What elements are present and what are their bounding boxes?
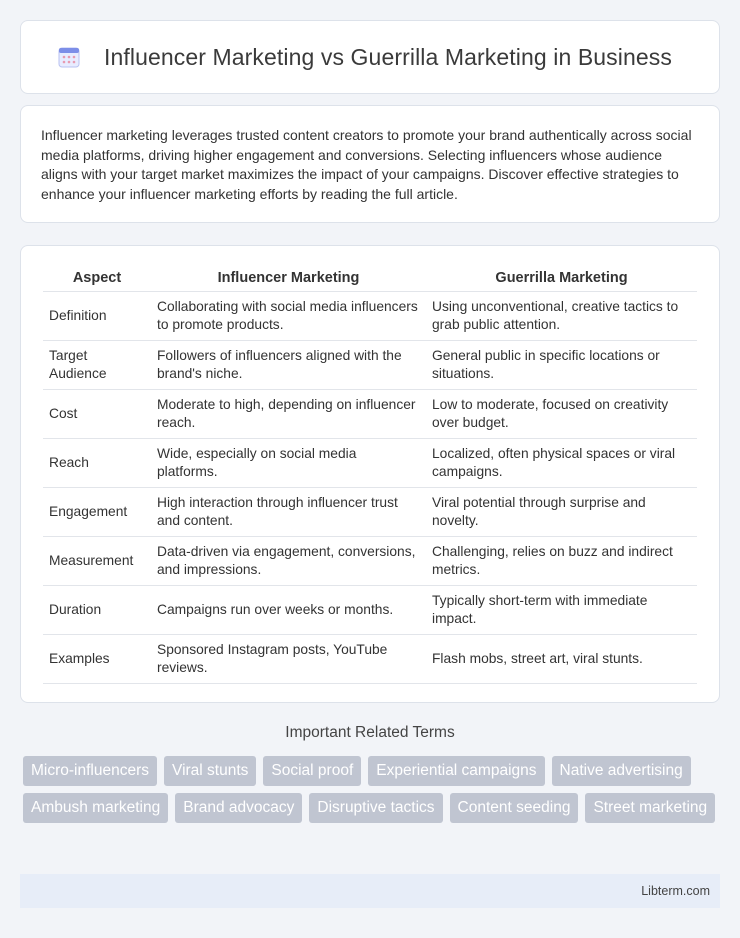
related-term-tag[interactable]: Native advertising (552, 756, 691, 786)
aspect-cell: Reach (43, 438, 151, 487)
related-terms-title: Important Related Terms (285, 724, 455, 741)
influencer-cell: Wide, especially on social media platforms. (151, 438, 426, 487)
aspect-cell: Engagement (43, 487, 151, 536)
guerrilla-cell: Viral potential through surprise and novelty. (426, 487, 697, 536)
related-term-tag[interactable]: Social proof (263, 756, 361, 786)
table-row (43, 585, 697, 634)
aspect-cell: Target Audience (43, 340, 151, 389)
table-row (43, 487, 697, 536)
aspect-cell: Examples (43, 634, 151, 683)
related-terms-list (23, 756, 723, 823)
comparison-table-card (20, 245, 720, 703)
comparison-table (43, 265, 697, 684)
related-term-tag[interactable]: Experiential campaigns (368, 756, 544, 786)
page-title: Influencer Marketing vs Guerrilla Marketing in Business (104, 43, 672, 70)
column-header-influencer: Influencer Marketing (217, 269, 360, 286)
guerrilla-cell: Low to moderate, focused on creativity over budget. (426, 389, 697, 438)
related-term-tag[interactable]: Micro-influencers (23, 756, 157, 786)
guerrilla-cell: Typically short-term with immediate impact. (426, 585, 697, 634)
column-header-guerrilla: Guerrilla Marketing (495, 269, 628, 286)
guerrilla-cell: Using unconventional, creative tactics to grab public attention. (426, 291, 697, 340)
table-row (43, 634, 697, 683)
influencer-cell: High interaction through influencer trust and content. (151, 487, 426, 536)
aspect-cell: Definition (43, 291, 151, 340)
aspect-cell: Measurement (43, 536, 151, 585)
calendar-icon (57, 45, 81, 69)
footer (20, 874, 720, 908)
influencer-cell: Campaigns run over weeks or months. (151, 585, 426, 634)
footer-site-link[interactable]: Libterm.com (641, 884, 710, 898)
header-card (20, 20, 720, 94)
related-term-tag[interactable]: Disruptive tactics (309, 793, 442, 823)
guerrilla-cell: Localized, often physical spaces or viral campaigns. (426, 438, 697, 487)
intro-text: Influencer marketing leverages trusted content creators to promote your brand authentically across social media platforms, driving higher engagement and conversions. Selecting influencers whose audience aligns with your target market maximizes the impact of your campaigns. Discover effective strategies to enhance your influencer marketing efforts by reading the full article. (41, 127, 692, 202)
influencer-cell: Followers of influencers aligned with the brand's niche. (151, 340, 426, 389)
table-row (43, 536, 697, 585)
influencer-cell: Data-driven via engagement, conversions, and impressions. (151, 536, 426, 585)
related-term-tag[interactable]: Viral stunts (164, 756, 256, 786)
aspect-cell: Cost (43, 389, 151, 438)
guerrilla-cell: Flash mobs, street art, viral stunts. (426, 634, 697, 683)
aspect-cell: Duration (43, 585, 151, 634)
column-header-aspect: Aspect (72, 269, 122, 286)
related-term-tag[interactable]: Content seeding (450, 793, 579, 823)
intro-card (20, 105, 720, 223)
guerrilla-cell: Challenging, relies on buzz and indirect metrics. (426, 536, 697, 585)
table-header-row (43, 265, 697, 291)
table-row (43, 438, 697, 487)
influencer-cell: Collaborating with social media influencers to promote products. (151, 291, 426, 340)
guerrilla-cell: General public in specific locations or situations. (426, 340, 697, 389)
influencer-cell: Sponsored Instagram posts, YouTube reviews. (151, 634, 426, 683)
table-row (43, 340, 697, 389)
related-term-tag[interactable]: Street marketing (585, 793, 715, 823)
table-row (43, 389, 697, 438)
related-term-tag[interactable]: Ambush marketing (23, 793, 168, 823)
related-term-tag[interactable]: Brand advocacy (175, 793, 302, 823)
influencer-cell: Moderate to high, depending on influencer reach. (151, 389, 426, 438)
table-row (43, 291, 697, 340)
